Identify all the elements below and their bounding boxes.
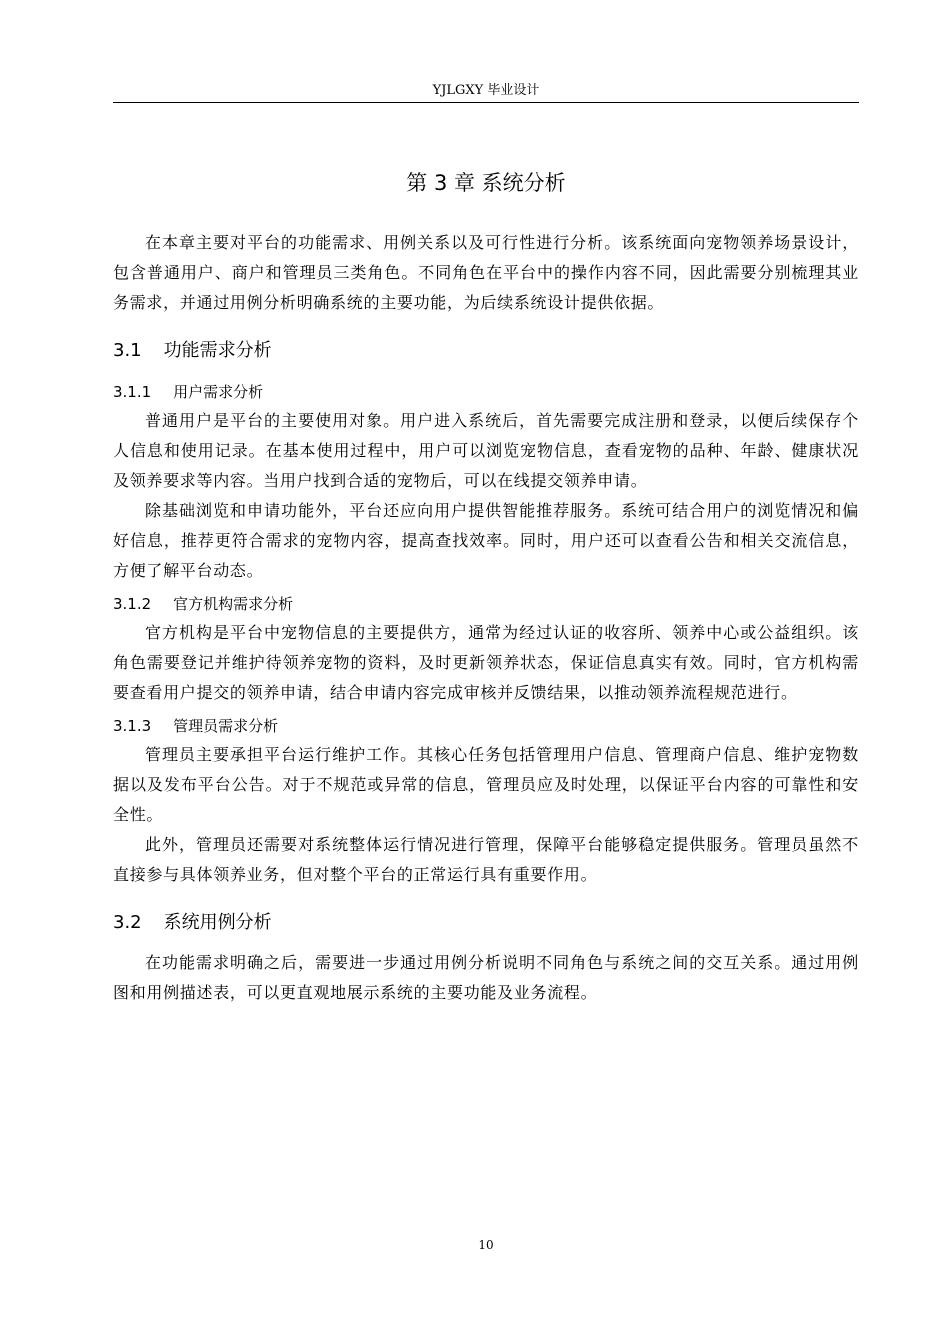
intro-paragraph: 在本章主要对平台的功能需求、用例关系以及可行性进行分析。该系统面向宠物领养场景设计，包含普通用户、商户和管理员三类角色。不同角色在平台中的操作内容不同，因此需要分别梳理其业务需求，并通过用例分析明确系统的主要功能，为后续系统设计提供依据。	[113, 233, 859, 312]
subsection-number: 3.1.1	[113, 383, 152, 401]
subsection-3-1-2-heading	[113, 590, 859, 618]
subsection-3-1-1-heading	[113, 378, 859, 406]
section-title: 系统用例分析	[163, 912, 272, 933]
subsection-title: 用户需求分析	[173, 383, 264, 401]
section-title: 功能需求分析	[163, 340, 272, 361]
paragraph: 此外，管理员还需要对系统整体运行情况进行管理，保障平台能够稳定提供服务。管理员虽然不直接参与具体领养业务，但对整个平台的正常运行具有重要作用。	[113, 835, 859, 884]
subsection-number: 3.1.3	[113, 717, 152, 735]
paragraph: 在功能需求明确之后，需要进一步通过用例分析说明不同角色与系统之间的交互关系。通过用例图和用例描述表，可以更直观地展示系统的主要功能及业务流程。	[113, 953, 859, 1002]
section-number: 3.2	[113, 912, 142, 933]
paragraph: 管理员主要承担平台运行维护工作。其核心任务包括管理用户信息、管理商户信息、维护宠物数据以及发布平台公告。对于不规范或异常的信息，管理员应及时处理，以保证平台内容的可靠性和安全性。	[113, 745, 859, 824]
subsection-title: 官方机构需求分析	[173, 595, 294, 613]
subsection-number: 3.1.2	[113, 595, 152, 613]
subsection-title: 管理员需求分析	[173, 717, 279, 735]
page-number: 10	[478, 1238, 494, 1252]
header-text: YJLGXY 毕业设计	[432, 83, 540, 98]
section-3-1-heading	[113, 336, 859, 366]
chapter-title: 第 3 章 系统分析	[406, 171, 566, 195]
page-header	[113, 82, 859, 103]
subsection-3-1-3-heading	[113, 712, 859, 740]
section-3-2-heading	[113, 908, 859, 938]
paragraph: 除基础浏览和申请功能外，平台还应向用户提供智能推荐服务。系统可结合用户的浏览情况和偏好信息，推荐更符合需求的宠物内容，提高查找效率。同时，用户还可以查看公告和相关交流信息，方便了解平台动态。	[113, 501, 859, 580]
paragraph: 普通用户是平台的主要使用对象。用户进入系统后，首先需要完成注册和登录，以便后续保存个人信息和使用记录。在基本使用过程中，用户可以浏览宠物信息，查看宠物的品种、年龄、健康状况及领养要求等内容。当用户找到合适的宠物后，可以在线提交领养申请。	[113, 411, 859, 490]
section-number: 3.1	[113, 340, 142, 361]
paragraph: 官方机构是平台中宠物信息的主要提供方，通常为经过认证的收容所、领养中心或公益组织。该角色需要登记并维护待领养宠物的资料，及时更新领养状态，保证信息真实有效。同时，官方机构需要查看用户提交的领养申请，结合申请内容完成审核并反馈结果，以推动领养流程规范进行。	[113, 623, 859, 702]
document-body	[113, 228, 859, 1008]
